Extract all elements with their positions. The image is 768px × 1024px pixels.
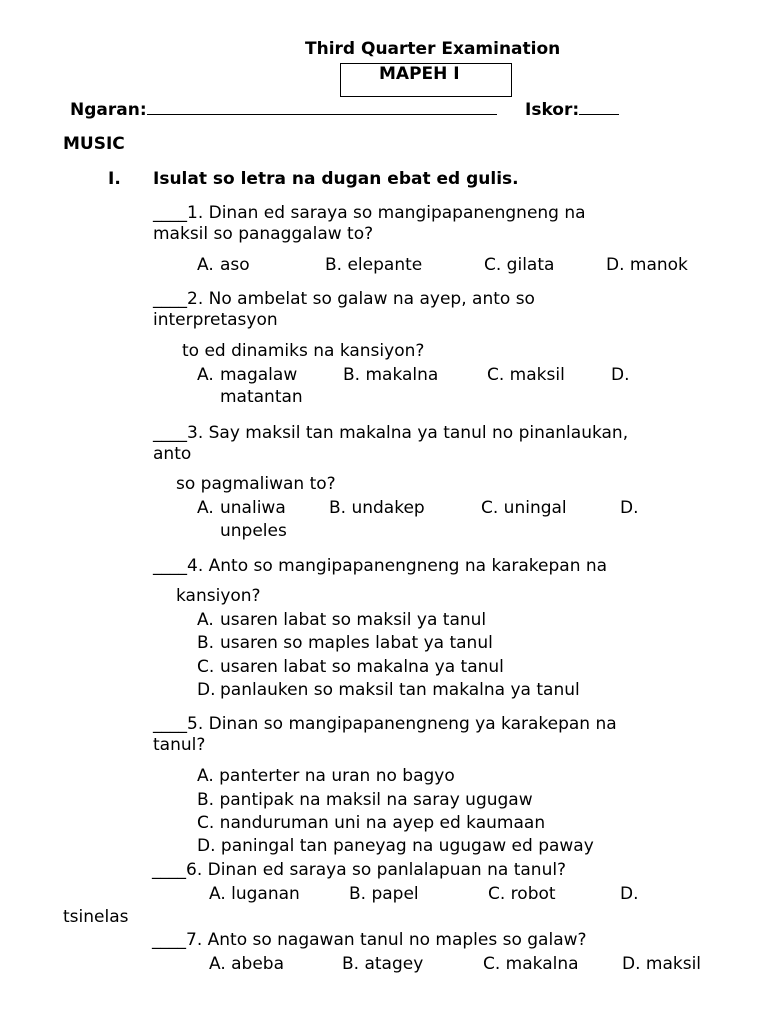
answer-blank: ____ <box>152 860 186 880</box>
section-heading: MUSIC <box>63 134 125 154</box>
question-5-line1: ____5. Dinan so mangipapanengneng ya karakepan na <box>153 714 617 734</box>
exam-title: Third Quarter Examination <box>305 39 561 59</box>
q3-choice-b: B. undakep <box>329 498 425 518</box>
q3-choice-c: C. uningal <box>481 498 567 518</box>
name-label: Ngaran: <box>70 100 147 120</box>
q6-choice-b: B. papel <box>349 884 419 904</box>
question-3-line3: so pagmaliwan to? <box>176 474 336 494</box>
q2-choice-b: B. makalna <box>343 365 439 385</box>
q4-choice-b-letter: B. <box>197 633 215 653</box>
question-2-line3: to ed dinamiks na kansiyon? <box>182 341 425 361</box>
score-label: Iskor: <box>525 100 580 120</box>
question-3-line1: ____3. Say maksil tan makalna ya tanul no pinanlaukan, <box>153 423 629 443</box>
question-5-line2: tanul? <box>153 735 206 755</box>
question-3-line2: anto <box>153 444 192 464</box>
q7-choice-b: B. atagey <box>342 954 424 974</box>
question-7-line1: ____7. Anto so nagawan tanul no maples so galaw? <box>152 930 587 950</box>
q5-choice-d: D. paningal tan paneyag na ugugaw ed paway <box>197 836 594 856</box>
subject-title: MAPEH I <box>379 64 460 84</box>
q5-choice-b: B. pantipak na maksil na saray ugugaw <box>197 790 533 810</box>
q3-choice-d-letter: D. <box>620 498 639 518</box>
q2-choice-c: C. maksil <box>487 365 565 385</box>
question-1-line2: maksil so panaggalaw to? <box>153 224 374 244</box>
q1-choice-c: C. gilata <box>484 255 555 275</box>
q7-choice-a: A. abeba <box>209 954 285 974</box>
q5-choice-a: A. panterter na uran no bagyo <box>197 766 455 786</box>
q3-choice-a: unaliwa <box>220 498 286 518</box>
question-2-line2: interpretasyon <box>153 310 278 330</box>
q7-choice-c: C. makalna <box>483 954 579 974</box>
answer-blank: ____ <box>153 203 187 223</box>
q2-choice-d-letter: D. <box>611 365 630 385</box>
question-4-line2: kansiyon? <box>176 586 261 606</box>
q5-choice-c: C. nanduruman uni na ayep ed kaumaan <box>197 813 546 833</box>
question-4-line1: ____4. Anto so mangipapanengneng na karakepan na <box>153 556 608 576</box>
question-6-line1: ____6. Dinan ed saraya so panlalapuan na tanul? <box>152 860 567 880</box>
q6-choice-d: tsinelas <box>63 907 129 927</box>
q7-choice-d: D. maksil <box>622 954 702 974</box>
q4-choice-a-letter: A. <box>197 610 214 630</box>
q2-choice-a-letter: A. <box>197 365 214 385</box>
answer-blank: ____ <box>152 930 186 950</box>
q4-choice-a: usaren labat so maksil ya tanul <box>220 610 487 630</box>
q3-choice-a-letter: A. <box>197 498 214 518</box>
answer-blank: ____ <box>153 556 187 576</box>
q1-choice-a: aso <box>220 255 250 275</box>
q6-choice-a: A. luganan <box>209 884 300 904</box>
q6-choice-d-letter: D. <box>620 884 639 904</box>
q4-choice-d: panlauken so maksil tan makalna ya tanul <box>220 680 580 700</box>
q6-choice-c: C. robot <box>488 884 556 904</box>
name-blank-line <box>147 100 497 115</box>
name-field <box>70 100 497 120</box>
q1-choice-d: D. manok <box>606 255 688 275</box>
part-instruction: Isulat so letra na dugan ebat ed gulis. <box>153 169 519 189</box>
q2-choice-d: matantan <box>220 387 303 407</box>
q3-choice-d: unpeles <box>220 521 287 541</box>
q4-choice-c: usaren labat so makalna ya tanul <box>220 657 504 677</box>
answer-blank: ____ <box>153 289 187 309</box>
q4-choice-d-letter: D. <box>197 680 216 700</box>
part-numeral: I. <box>108 169 121 189</box>
answer-blank: ____ <box>153 714 187 734</box>
score-blank-line <box>579 100 619 115</box>
q4-choice-c-letter: C. <box>197 657 215 677</box>
answer-blank: ____ <box>153 423 187 443</box>
question-1-line1: ____1. Dinan ed saraya so mangipapanengneng na <box>153 203 586 223</box>
q4-choice-b: usaren so maples labat ya tanul <box>220 633 493 653</box>
q1-choice-b: B. elepante <box>325 255 423 275</box>
q1-choice-a-letter: A. <box>197 255 214 275</box>
score-field <box>525 100 619 120</box>
q2-choice-a: magalaw <box>220 365 298 385</box>
question-2-line1: ____2. No ambelat so galaw na ayep, anto so <box>153 289 535 309</box>
